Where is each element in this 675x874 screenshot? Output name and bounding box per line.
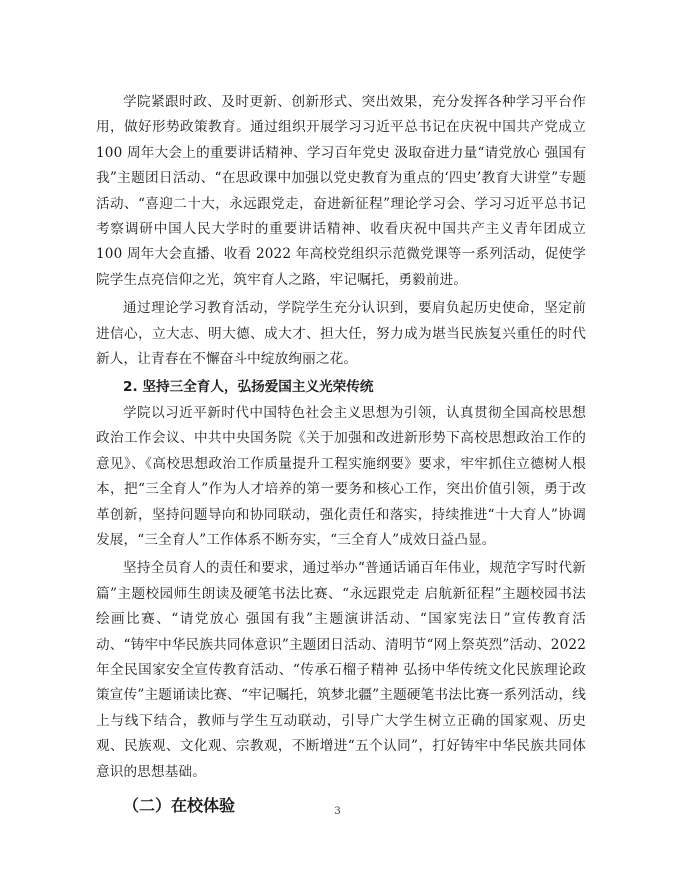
subheading-three-comprehensive-education: 2. 坚持三全育人，弘扬爱国主义光荣传统 (123, 379, 374, 396)
page-number: 3 (334, 806, 341, 817)
document-body (96, 90, 586, 821)
section-heading-campus-experience: （二）在校体验 (123, 795, 236, 815)
paragraph-xi-thought-guidance: 学院以习近平新时代中国特色社会主义思想为引领，认真贯彻全国高校思想政治工作会议、中共中央国务院《关于加强和改进新形势下高校思想政治工作的意见》、《高校思想政治工作质量提升工程实施纲要》要求，牢牢抓住立德树人根本，把“三全育人”作为人才培养的第一要务和核心工作，突出价值引领，勇于改革创新，坚持问题导向和协同联动，强化责任和落实，持续推进“十大育人”协调发展，“三全育人”工作体系不断夯实，“三全育人”成效日益凸显。 (96, 404, 586, 548)
paragraph-theory-learning: 通过理论学习教育活动，学院学生充分认识到，要肩负起历史使命，坚定前进信心，立大志、明大德、成大才、担大任，努力成为堪当民族复兴重任的时代新人，让青春在不懈奋斗中绽放绚丽之花。 (96, 300, 586, 368)
paragraph-political-education: 学院紧跟时政、及时更新、创新形式、突出效果，充分发挥各种学习平台作用，做好形势政策教育。通过组织开展学习习近平总书记在庆祝中国共产党成立 100 周年大会上的重要讲话精神、学习百年党史 汲取奋进力量“请党放心 强国有我”主题团日活动、“在思政课中加强以党史教育为重点的‘四史’教育大讲堂”专题活动、“喜迎二十大，永远跟党走，奋进新征程”理论学习会、学习习近平总书记考察调研中国人民大学时的重要讲话精神、收看庆祝中国共产主义青年团成立 100 周年大会直播、收看 2022 年高校党组织示范微党课等一系列活动，促使学院学生点亮信仰之光，筑牢育人之路，牢记嘱托，勇毅前进。 (96, 94, 586, 288)
paragraph-all-staff-education: 坚持全员育人的责任和要求，通过举办“普通话诵百年伟业，规范字写时代新篇”主题校园师生朗读及硬笔书法比赛、“永远跟党走 启航新征程”主题校园书法绘画比赛、“请党放心 强国有我”主题演讲活动、“国家宪法日”宣传教育活动、“铸牢中华民族共同体意识”主题团日活动、清明节“网上祭英烈”活动、2022 年全民国家安全宣传教育活动、“传承石榴子精神 弘扬中华传统文化民族理论政策宣传”主题诵读比赛、“牢记嘱托，筑梦北疆”主题硬笔书法比赛一系列活动，线上与线下结合，教师与学生互动联动，引导广大学生树立正确的国家观、历史观、民族观、文化观、宗教观，不断增进“五个认同”，打好铸牢中华民族共同体意识的思想基础。 (96, 560, 586, 780)
